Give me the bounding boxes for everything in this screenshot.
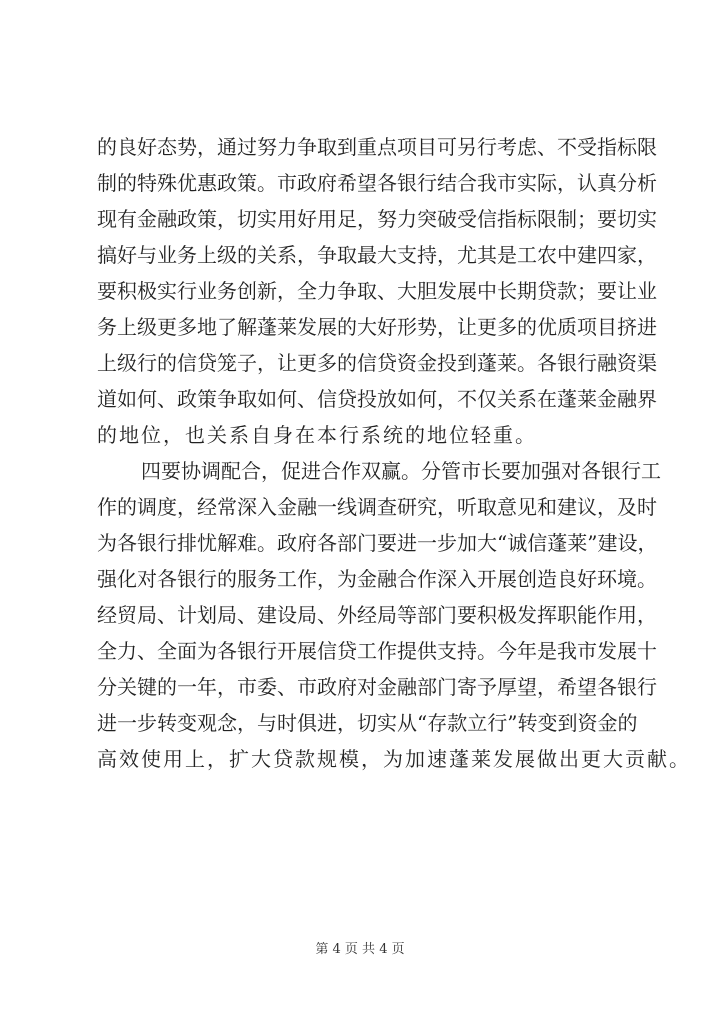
- text-line: 要积极实行业务创新，全力争取、大胆发展中长期贷款；要让业: [97, 279, 657, 303]
- text-line: 经贸局、计划局、建设局、外经局等部门要积极发挥职能作用，: [97, 603, 657, 627]
- text-line: 务上级更多地了解蓬莱发展的大好形势，让更多的优质项目挤进: [97, 315, 657, 339]
- text-line: 分关键的一年，市委、市政府对金融部门寄予厚望，希望各银行: [97, 675, 657, 699]
- text-line: 为各银行排忧解难。政府各部门要进一步加大“诚信蓬莱”建设，: [97, 531, 658, 555]
- text-line: 制的特殊优惠政策。市政府希望各银行结合我市实际，认真分析: [97, 171, 657, 195]
- text-line: 的良好态势，通过努力争取到重点项目可另行考虑、不受指标限: [97, 135, 657, 159]
- text-line: 全力、全面为各银行开展信贷工作提供支持。今年是我市发展十: [97, 639, 657, 663]
- text-line: 进一步转变观念，与时俱进，切实从“存款立行”转变到资金的: [97, 711, 638, 735]
- text-line: 上级行的信贷笼子，让更多的信贷资金投到蓬莱。各银行融资渠: [97, 351, 657, 375]
- text-line: 搞好与业务上级的关系，争取最大支持，尤其是工农中建四家，: [97, 243, 657, 267]
- text-line: 现有金融政策，切实用好用足，努力突破受信指标限制；要切实: [97, 207, 657, 231]
- text-line: 四要协调配合，促进合作双赢。分管市长要加强对各银行工: [141, 459, 661, 483]
- text-line: 道如何、政策争取如何、信贷投放如何，不仅关系在蓬莱金融界: [97, 387, 657, 411]
- text-line: 高效使用上，扩大贷款规模，为加速蓬莱发展做出更大贡献。: [97, 747, 691, 771]
- text-line: 作的调度，经常深入金融一线调查研究，听取意见和建议，及时: [97, 495, 657, 519]
- page-number: 第 4 页 共 4 页: [315, 942, 405, 957]
- text-line: 强化对各银行的服务工作，为金融合作深入开展创造良好环境。: [97, 567, 657, 591]
- text-line: 的地位，也关系自身在本行系统的地位轻重。: [97, 423, 537, 447]
